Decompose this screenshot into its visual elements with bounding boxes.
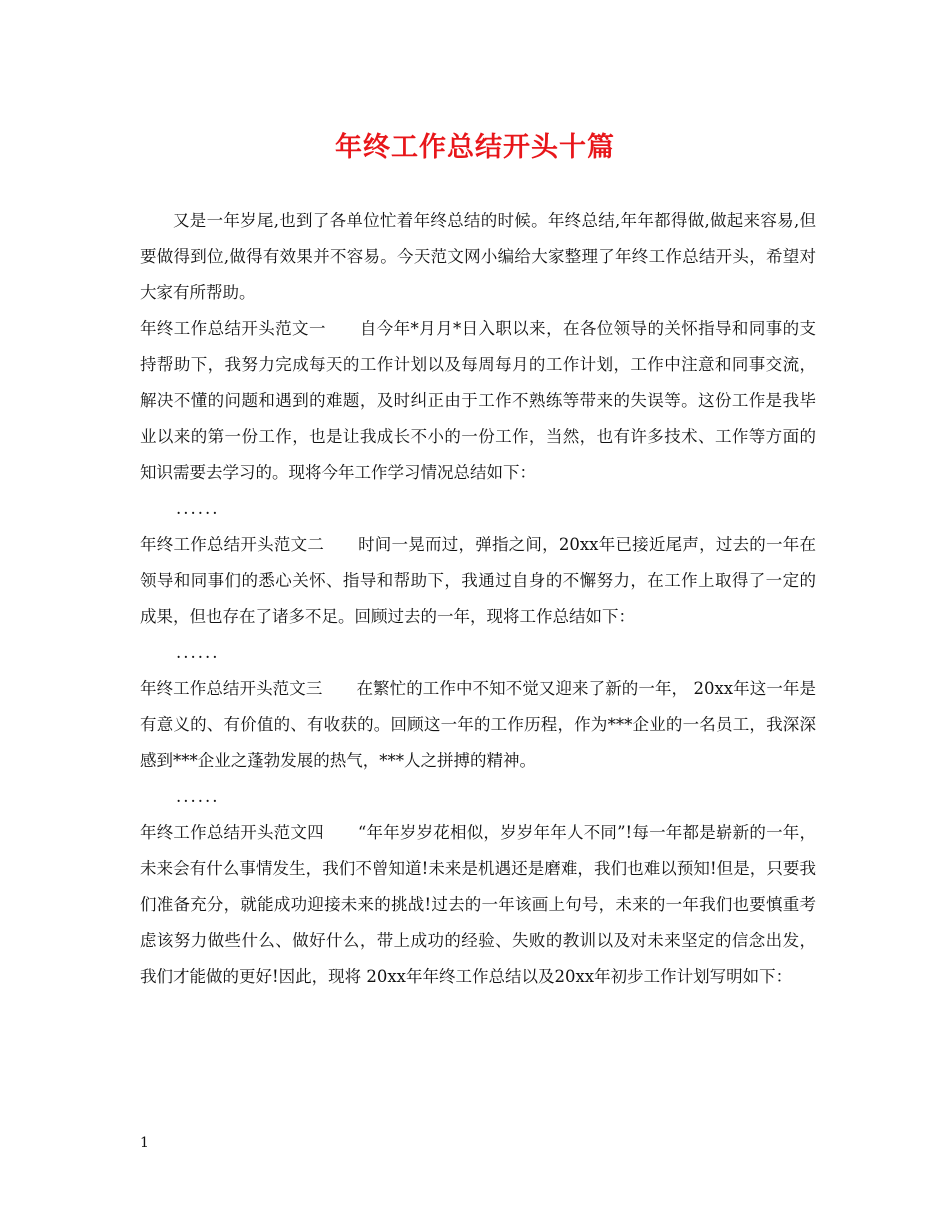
intro-paragraph: 又是一年岁尾,也到了各单位忙着年终总结的时候。年终总结,年年都得做,做起来容易,但要做得到位,做得有效果并不容易。今天范文网小编给大家整理了年终工作总结开头，希望对大家有所帮助。 xyxy=(140,211,816,302)
section-ellipsis-1: ...... xyxy=(176,499,220,518)
section-paragraph-4 xyxy=(140,815,816,995)
document-body xyxy=(140,203,816,995)
document-title: 年终工作总结开头十篇 xyxy=(335,132,615,163)
section-ellipsis-2: ...... xyxy=(176,643,220,662)
section-text-1: 自今年*月月*日入职以来，在各位领导的关怀指导和同事的支持帮助下，我努力完成每天的工作计划以及每周每月的工作计划，工作中注意和同事交流，解决不懂的问题和遇到的难题，及时纠正由于工作不熟练等带来的失误等。这份工作是我毕业以来的第一份工作，也是让我成长不小的一份工作，当然，也有许多技术、工作等方面的知识需要去学习的。现将今年工作学习情况总结如下： xyxy=(140,319,817,482)
section-label-3: 年终工作总结开头范文三 xyxy=(140,679,323,698)
section-paragraph-2 xyxy=(140,527,816,635)
section-ellipsis-3: ...... xyxy=(176,787,220,806)
section-text-2: 时间一晃而过，弹指之间，20xx年已接近尾声，过去的一年在领导和同事们的悉心关怀、指导和帮助下，我通过自身的不懈努力，在工作上取得了一定的成果，但也存在了诸多不足。回顾过去的一年，现将工作总结如下： xyxy=(140,535,817,626)
section-paragraph-1 xyxy=(140,311,816,491)
section-paragraph-3 xyxy=(140,671,816,779)
section-label-1: 年终工作总结开头范文一 xyxy=(140,319,326,338)
page-number: 1 xyxy=(140,1135,149,1151)
section-label-4: 年终工作总结开头范文四 xyxy=(140,823,324,842)
section-text-4: “年年岁岁花相似，岁岁年年人不同”!每一年都是崭新的一年，未来会有什么事情发生，我们不曾知道!未来是机遇还是磨难，我们也难以预知!但是，只要我们准备充分，就能成功迎接未来的挑战!过去的一年该画上句号，未来的一年我们也要慎重考虑该努力做些什么、做好什么，带上成功的经验、失败的教训以及对未来坚定的信念出发，我们才能做的更好!因此，现将 20xx年年终工作总结以及20xx年初步工作计划写明如下： xyxy=(140,823,816,986)
section-text-3: 在繁忙的工作中不知不觉又迎来了新的一年， 20xx年这一年是有意义的、有价值的、有收获的。回顾这一年的工作历程，作为***企业的一名员工，我深深感到***企业之蓬勃发展的热气，***人之拼搏的精神。 xyxy=(140,679,816,770)
section-label-2: 年终工作总结开头范文二 xyxy=(140,535,325,554)
